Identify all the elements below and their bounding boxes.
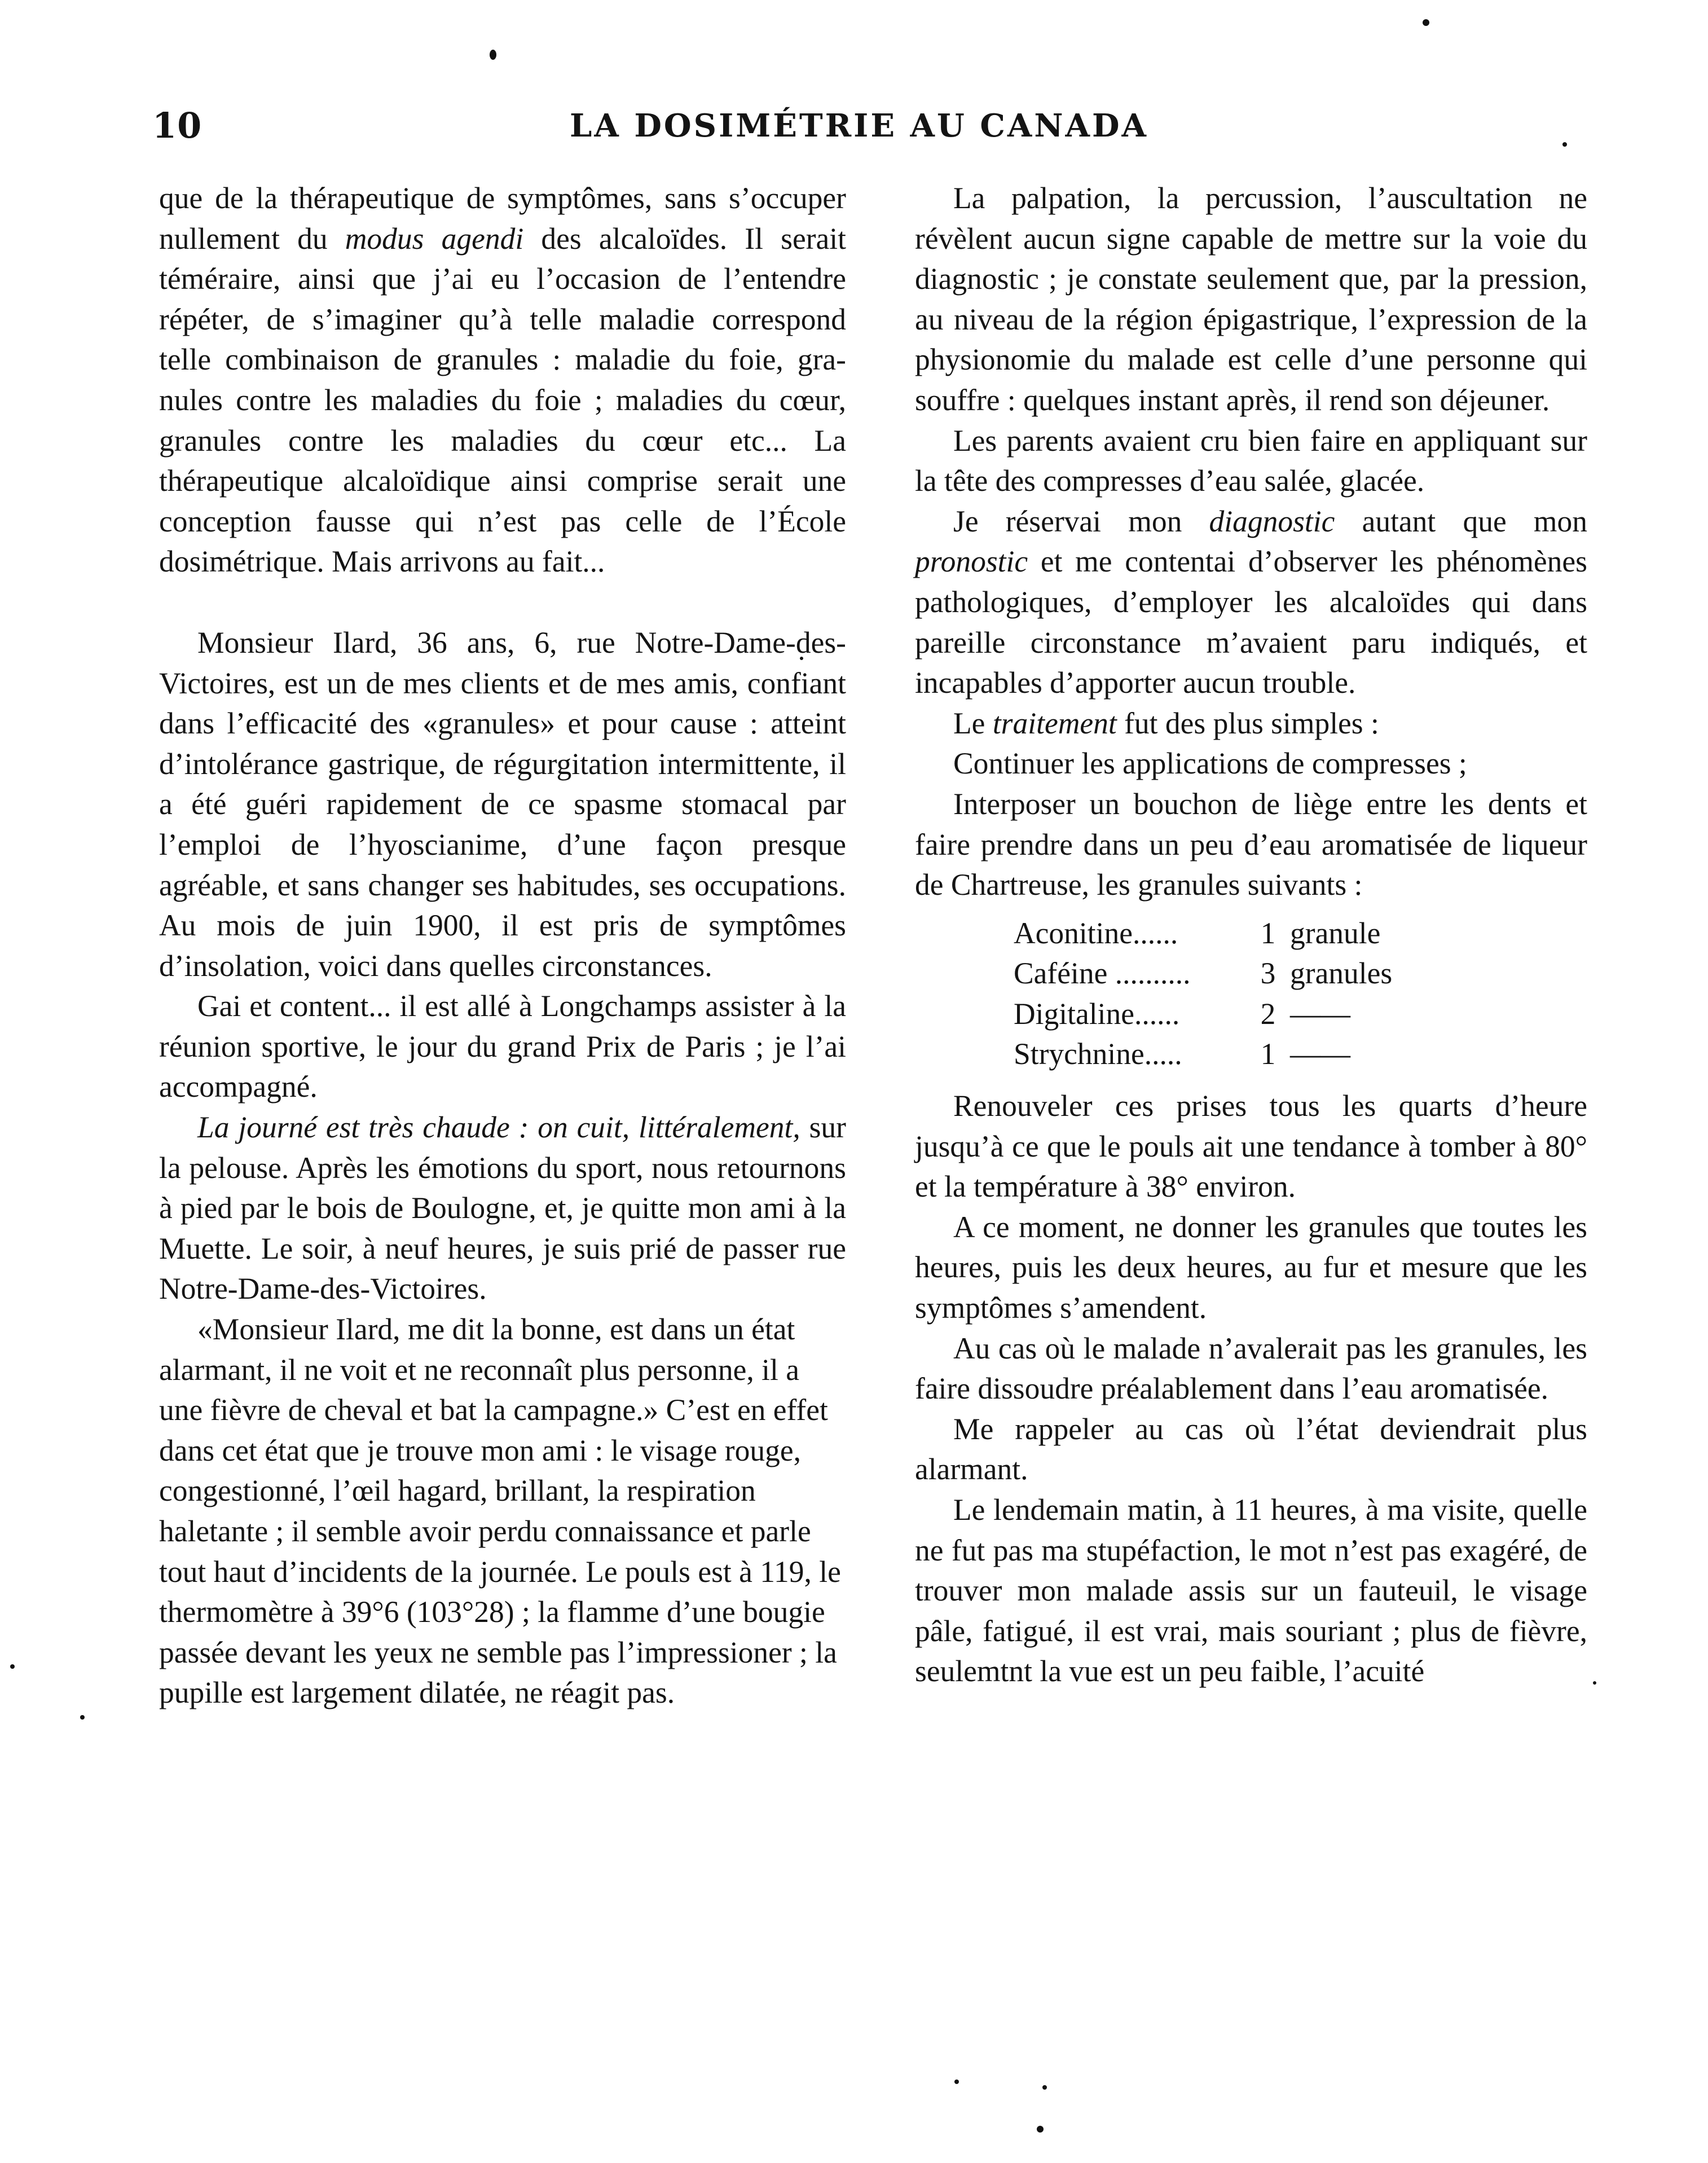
paragraph — [915, 1409, 1587, 1490]
prescription-row — [1014, 953, 1392, 994]
paragraph-text: Les parents avaient cru bien faire en appliquant sur la tête des compresses d’eau salée, glacée. — [915, 423, 1587, 498]
drug-name: Aconitine...... — [1014, 916, 1178, 950]
scan-speck — [1423, 19, 1429, 26]
paragraph-text: Le — [953, 706, 993, 740]
paragraph — [159, 178, 846, 582]
paragraph — [915, 421, 1587, 502]
left-column — [159, 178, 846, 1713]
drug-unit: —— — [1290, 1037, 1350, 1071]
drug-unit: granules — [1290, 956, 1393, 991]
paragraph-text: Monsieur Ilard, 36 ans, 6, rue Notre-Dame-des-Victoires, est un de mes clients et de mes amis, confiant dans l’efficacité des «granules» et pour cause : atteint d’intolérance gastrique, de régurgitation intermittente, il a été guéri rapidement de ce spasme stomacal par l’emploi de l’hyoscianime, d’une façon presque agréable, et sans changer ses habitudes, ses occupations. Au mois de juin 1900, il est pris de symptômes d’insolation, voici dans quelles circonstances. — [159, 625, 846, 983]
paragraph — [915, 784, 1587, 905]
paragraph — [915, 178, 1587, 421]
paragraph — [915, 1329, 1587, 1409]
drug-name: Digitaline...... — [1014, 996, 1180, 1031]
paragraph — [915, 744, 1587, 784]
emphasis-text: diagnostic — [1209, 504, 1335, 538]
drug-quantity: 1 — [1260, 916, 1276, 950]
paragraph-text: que de la thérapeutique de symptômes, sans s’occuper nullement du — [159, 181, 846, 256]
paragraph-text: Au cas où le malade n’avalerait pas les granules, les faire dissoudre préalablement dans l’eau aromatisée. — [915, 1331, 1587, 1406]
paragraph — [159, 1309, 846, 1713]
right-column — [915, 178, 1587, 1692]
scan-speck — [10, 1664, 15, 1669]
scan-speck — [490, 50, 496, 60]
prescription-row — [1014, 994, 1392, 1035]
running-header — [152, 105, 1574, 156]
paragraph — [159, 986, 846, 1107]
paragraph-text: Le lendemain matin, à 11 heures, à ma visite, quelle ne fut pas ma stupéfaction, le mot n’est pas exagéré, de trouver mon malade assis sur un fauteuil, le visage pâle, fatigué, il est vrai, mais souriant ; plus de fièvre, seulemtnt la vue est un peu faible, l’acuité — [915, 1493, 1587, 1689]
paragraph — [915, 704, 1587, 744]
running-title: LA DOSIMÉTRIE AU CANADA — [570, 107, 1149, 144]
prescription-row — [1014, 913, 1392, 954]
scan-speck — [1037, 2126, 1044, 2133]
paragraph-text: Continuer les applications de compresses ; — [953, 746, 1467, 781]
prescription-row — [1014, 1034, 1392, 1075]
scan-speck — [954, 2080, 959, 2084]
drug-quantity: 3 — [1260, 956, 1276, 991]
paragraph-text: Gai et content... il est allé à Longchamps assister à la réunion sportive, le jour du grand Prix de Paris ; je l’ai accompagné. — [159, 989, 846, 1104]
scan-speck — [1042, 2085, 1047, 2090]
emphasis-text: La journé est très chaude : on cuit, littéralement, — [197, 1110, 800, 1145]
paragraph — [915, 502, 1587, 704]
drug-quantity: 1 — [1260, 1037, 1276, 1071]
paragraph-text: Me rappeler au cas où l’état deviendrait plus alarmant. — [915, 1412, 1587, 1487]
paragraph-text: «Monsieur Ilard, me dit la bonne, est dans un état alarmant, il ne voit et ne reconnaît plus personne, il a une fièvre de cheval et bat la campagne.» C’est en effet dans cet état que je trouve mon ami : le visage rouge, congestionné, l’œil hagard, brillant, la respiration haletante ; il semble avoir perdu connaissance et parle tout haut d’incidents de la journée. Le pouls est à 119, le thermomètre à 39°6 (103°28) ; la flamme d’une bougie passée devant les yeux ne semble pas l’impressioner ; la pupille est largement dilatée, ne réagit pas. — [159, 1312, 841, 1710]
scan-speck — [1593, 1681, 1596, 1685]
emphasis-text: traitement — [992, 706, 1117, 740]
paragraph-text: des alcaloïdes. Il serait téméraire, ainsi que j’ai eu l’occasion de l’entendre répéter, de s’imaginer qu’à telle maladie correspond telle combinaison de granules : maladie du foie, granules contre les maladies du foie ; maladies du cœur, granules contre les maladies du cœur etc... La thérapeutique alcaloïdique ainsi comprise serait une conception fausse qui n’est pas celle de l’École dosimétrique. Mais arrivons au fait... — [159, 221, 846, 579]
paragraph-text: La palpation, la percussion, l’auscultation ne révèlent aucun signe capable de mettre sur la voie du diagnostic ; je constate seulement que, par la pression, au niveau de la région épigastrique, l’expression de la physionomie du malade est celle d’une personne qui souffre : quelques instant après, il rend son déjeuner. — [915, 181, 1587, 417]
drug-unit: granule — [1290, 916, 1381, 950]
paragraph-text: fut des plus simples : — [1116, 706, 1379, 740]
paragraph — [915, 1490, 1587, 1692]
paragraph — [915, 1086, 1587, 1207]
drug-quantity: 2 — [1260, 996, 1276, 1031]
emphasis-text: modus agendi — [345, 221, 524, 256]
drug-unit: —— — [1290, 996, 1350, 1031]
paragraph-text: Je réservai mon — [953, 504, 1209, 538]
page-number: 10 — [152, 105, 203, 146]
paragraph-text: sur la pelouse. Après les émotions du sport, nous retournons à pied par le bois de Boulogne, et, je quitte mon ami à la Muette. Le soir, à neuf heures, je suis prié de passer rue Notre-Dame-des-Victoires. — [159, 1110, 846, 1306]
paragraph-text: Interposer un bouchon de liège entre les dents et faire prendre dans un peu d’eau aromatisée de liqueur de Chartreuse, les granules suivants : — [915, 786, 1587, 902]
scan-speck — [80, 1715, 85, 1720]
paragraph-text: Renouveler ces prises tous les quarts d’heure jusqu’à ce que le pouls ait une tendance à tomber à 80° et la température à 38° environ. — [915, 1089, 1587, 1204]
paragraph-text: autant que mon — [1335, 504, 1587, 538]
paragraph — [915, 1207, 1587, 1329]
emphasis-text: pronostic — [915, 544, 1028, 579]
paragraph — [159, 623, 846, 986]
paragraph-text: et me contentai d’observer les phénomènes pathologiques, d’employer les alcaloïdes qui dans pareille circonstance m’avaient paru indiqués, et incapables d’apporter aucun trouble. — [915, 544, 1587, 700]
prescription-table — [1014, 913, 1392, 1075]
drug-name: Strychnine..... — [1014, 1037, 1182, 1071]
paragraph-text: A ce moment, ne donner les granules que toutes les heures, puis les deux heures, au fur et mesure que les symptômes s’amendent. — [915, 1210, 1587, 1325]
paragraph — [159, 1107, 846, 1309]
drug-name: Caféine .......... — [1014, 956, 1191, 991]
